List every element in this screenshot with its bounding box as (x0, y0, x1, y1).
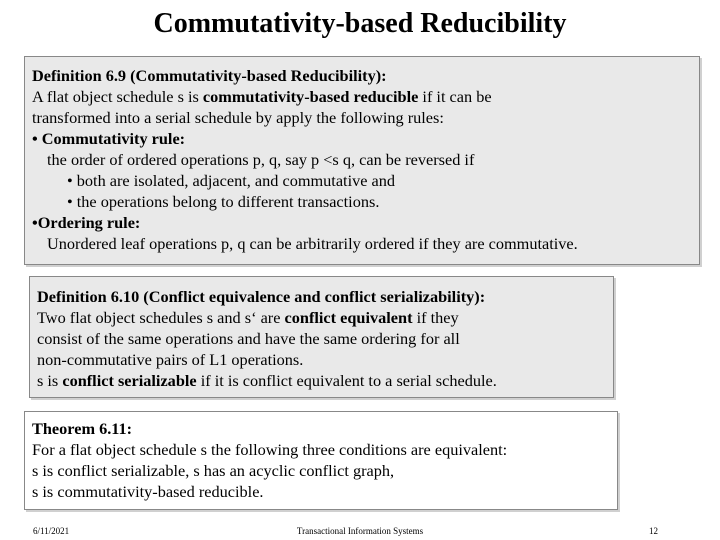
ordering-rule-heading: •Ordering rule: (32, 213, 141, 232)
definition-6-9-heading: Definition 6.9 (Commutativity-based Reducibility): (32, 66, 387, 85)
commutativity-rule-bullet: • both are isolated, adjacent, and commutative and (67, 171, 396, 190)
definition-6-9-box (24, 56, 700, 265)
footer-page-number: 12 (649, 526, 658, 536)
ordering-rule-text: Unordered leaf operations p, q can be arbitrarily ordered if they are commutative. (47, 234, 578, 253)
definition-6-10-line (37, 307, 613, 328)
definition-6-10-term: conflict serializable (62, 371, 197, 390)
definition-6-10-text: if they (412, 308, 459, 327)
definition-6-9-text: A flat object schedule s is (32, 87, 203, 106)
definition-6-9-text: if it can be (418, 87, 492, 106)
definition-6-10-line: consist of the same operations and have the same ordering for all (37, 329, 460, 348)
definition-6-10-box (29, 276, 614, 398)
theorem-6-11-line: s is conflict serializable, s has an acyclic conflict graph, (32, 461, 395, 480)
definition-6-10-text: Two flat object schedules s and s‘ are (37, 308, 285, 327)
definition-6-10-text: s is (37, 371, 63, 390)
theorem-6-11-line: For a flat object schedule s the following three conditions are equivalent: (32, 440, 508, 459)
footer-date: 6/11/2021 (33, 526, 70, 536)
theorem-6-11-line: s is commutativity-based reducible. (32, 482, 264, 501)
theorem-6-11-heading: Theorem 6.11: (32, 419, 133, 438)
slide-title: Commutativity-based Reducibility (153, 8, 567, 39)
definition-6-9-line (32, 86, 699, 107)
definition-6-10-text: if it is conflict equivalent to a serial schedule. (196, 371, 497, 390)
commutativity-rule-bullet: • the operations belong to different transactions. (67, 192, 380, 211)
definition-6-9-term: commutativity-based reducible (202, 87, 419, 106)
commutativity-rule-text: the order of ordered operations p, q, say p <s q, can be reversed if (47, 150, 475, 169)
definition-6-9-line: transformed into a serial schedule by apply the following rules: (32, 108, 444, 127)
definition-6-10-term: conflict equivalent (284, 308, 413, 327)
definition-6-10-line: non-commutative pairs of L1 operations. (37, 350, 304, 369)
theorem-6-11-box (24, 411, 618, 510)
commutativity-rule-heading: • Commutativity rule: (32, 129, 186, 148)
definition-6-10-line (37, 370, 613, 391)
definition-6-10-heading: Definition 6.10 (Conflict equivalence and conflict serializability): (37, 287, 486, 306)
footer-course-title: Transactional Information Systems (296, 526, 424, 536)
